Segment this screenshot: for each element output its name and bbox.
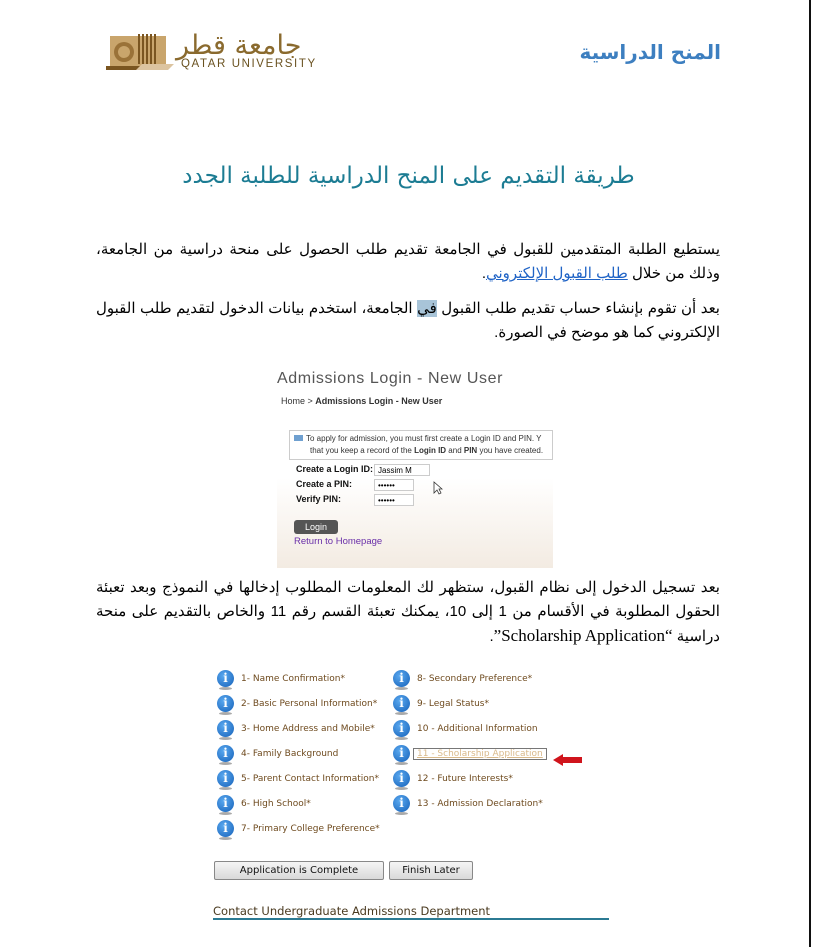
finish-later-button[interactable]: Finish Later bbox=[389, 861, 473, 880]
icon-shadow bbox=[395, 737, 408, 740]
info-icon: i bbox=[217, 720, 234, 737]
login-button[interactable]: Login bbox=[294, 520, 338, 534]
mouse-cursor-icon bbox=[433, 481, 443, 495]
page-border bbox=[809, 0, 811, 947]
paragraph-1-end: . bbox=[481, 265, 486, 282]
icon-shadow bbox=[395, 812, 408, 815]
paragraph-3-end: . bbox=[489, 628, 494, 645]
paragraph-1-text: يستطيع الطلبة المتقدمين للقبول في الجامعة تقديم طلب الحصول على منحة دراسية من الجامعة، وذلك من خلال bbox=[96, 241, 720, 282]
icon-shadow bbox=[219, 687, 232, 690]
section-label[interactable]: 4- Family Background bbox=[241, 749, 339, 759]
paragraph-1 bbox=[96, 238, 720, 286]
comment-icon bbox=[294, 435, 303, 441]
paragraph-2 bbox=[96, 297, 720, 345]
section-label[interactable]: 8- Secondary Preference* bbox=[417, 674, 533, 684]
info-icon: i bbox=[217, 770, 234, 787]
info-and: and bbox=[446, 446, 464, 455]
divider bbox=[213, 918, 609, 920]
info-icon: i bbox=[393, 770, 410, 787]
icon-shadow bbox=[219, 787, 232, 790]
logo-arabic-text: جامعة قطر bbox=[176, 30, 302, 61]
info-icon: i bbox=[393, 670, 410, 687]
pin-input[interactable] bbox=[374, 479, 414, 491]
icon-shadow bbox=[395, 712, 408, 715]
section-label[interactable]: 6- High School* bbox=[241, 799, 311, 809]
icon-shadow bbox=[219, 837, 232, 840]
section-item[interactable] bbox=[213, 768, 379, 790]
icon-shadow bbox=[219, 712, 232, 715]
section-label[interactable]: 7- Primary College Preference* bbox=[241, 824, 380, 834]
contact-admissions-link[interactable]: Contact Undergraduate Admissions Department bbox=[213, 904, 491, 918]
section-item[interactable] bbox=[389, 743, 547, 765]
info-icon: i bbox=[217, 795, 234, 812]
breadcrumb-separator: > bbox=[305, 396, 316, 406]
highlighted-word: في bbox=[417, 300, 437, 317]
info-bold-login: Login ID bbox=[414, 446, 447, 455]
verify-pin-label: Verify PIN: bbox=[296, 494, 342, 504]
breadcrumb bbox=[281, 396, 442, 406]
breadcrumb-current: Admissions Login - New User bbox=[315, 396, 443, 406]
info-icon: i bbox=[393, 720, 410, 737]
section-item[interactable] bbox=[213, 793, 311, 815]
section-label[interactable]: 10 - Additional Information bbox=[417, 724, 538, 734]
section-item[interactable] bbox=[389, 668, 532, 690]
verify-pin-input[interactable] bbox=[374, 494, 414, 506]
info-icon: i bbox=[393, 745, 410, 762]
section-item[interactable] bbox=[213, 818, 380, 840]
section-item[interactable] bbox=[213, 718, 375, 740]
application-sections-screenshot bbox=[213, 668, 609, 924]
login-id-label: Create a Login ID: bbox=[296, 464, 374, 474]
section-label[interactable]: 13 - Admission Declaration* bbox=[417, 799, 543, 809]
section-item[interactable] bbox=[213, 743, 338, 765]
icon-shadow bbox=[219, 812, 232, 815]
document-title: طريقة التقديم على المنح الدراسية للطلبة الجدد bbox=[182, 163, 635, 189]
info-icon: i bbox=[217, 695, 234, 712]
login-id-input[interactable] bbox=[374, 464, 430, 476]
online-admission-link[interactable]: طلب القبول الإلكتروني bbox=[486, 265, 628, 282]
icon-shadow bbox=[395, 762, 408, 765]
info-line-2: that you keep a record of the bbox=[310, 446, 415, 455]
logo-english-text: QATAR UNIVERSITY bbox=[181, 58, 317, 70]
section-label[interactable]: 12 - Future Interests* bbox=[417, 774, 513, 784]
section-item[interactable] bbox=[389, 793, 543, 815]
icon-shadow bbox=[219, 737, 232, 740]
section-item[interactable] bbox=[213, 668, 345, 690]
info-line-1: To apply for admission, you must first create a Login ID and PIN. Y bbox=[306, 434, 542, 443]
login-title: Admissions Login - New User bbox=[277, 370, 504, 387]
info-end: you have created. bbox=[477, 446, 544, 455]
icon-shadow bbox=[219, 762, 232, 765]
section-label[interactable]: 11 - Scholarship Application bbox=[413, 748, 547, 760]
application-complete-button[interactable]: Application is Complete bbox=[214, 861, 384, 880]
paragraph-3-english: “Scholarship Application” bbox=[493, 626, 673, 645]
section-label[interactable]: 9- Legal Status* bbox=[417, 699, 489, 709]
section-item[interactable] bbox=[389, 718, 538, 740]
section-label[interactable]: 3- Home Address and Mobile* bbox=[241, 724, 375, 734]
section-item[interactable] bbox=[213, 693, 377, 715]
section-label[interactable]: 2- Basic Personal Information* bbox=[241, 699, 378, 709]
info-icon: i bbox=[393, 795, 410, 812]
section-label[interactable]: 5- Parent Contact Information* bbox=[241, 774, 379, 784]
section-title: المنح الدراسية bbox=[579, 40, 721, 64]
info-icon: i bbox=[393, 695, 410, 712]
info-icon: i bbox=[217, 820, 234, 837]
icon-shadow bbox=[395, 687, 408, 690]
paragraph-3 bbox=[96, 576, 720, 649]
pin-label: Create a PIN: bbox=[296, 479, 353, 489]
info-icon: i bbox=[217, 745, 234, 762]
section-label[interactable]: 1- Name Confirmation* bbox=[241, 674, 345, 684]
return-homepage-link[interactable]: Return to Homepage bbox=[294, 536, 383, 547]
paragraph-3-text: بعد تسجيل الدخول إلى نظام القبول، ستظهر لك المعلومات المطلوب إدخالها في النموذج وبعد تعبئة الحقول المطلوبة في الأقسام من 1 إلى 10، يمكنك تعبئة القسم رقم 11 والخاص بالتقديم على منحة دراسية bbox=[96, 579, 720, 645]
red-arrow-icon bbox=[553, 754, 583, 766]
info-bold-pin: PIN bbox=[463, 446, 478, 455]
info-box bbox=[289, 430, 553, 460]
login-screenshot bbox=[277, 368, 553, 568]
paragraph-2-text: بعد أن تقوم بإنشاء حساب تقديم طلب القبول bbox=[436, 300, 720, 317]
paragraph-2-text-end: الجامعة، استخدم بيانات الدخول لتقديم طلب القبول الإلكتروني كما هو موضح في الصورة. bbox=[96, 300, 720, 341]
section-item[interactable] bbox=[389, 693, 489, 715]
breadcrumb-home[interactable]: Home bbox=[281, 396, 306, 406]
icon-shadow bbox=[395, 787, 408, 790]
section-item[interactable] bbox=[389, 768, 513, 790]
info-icon: i bbox=[217, 670, 234, 687]
